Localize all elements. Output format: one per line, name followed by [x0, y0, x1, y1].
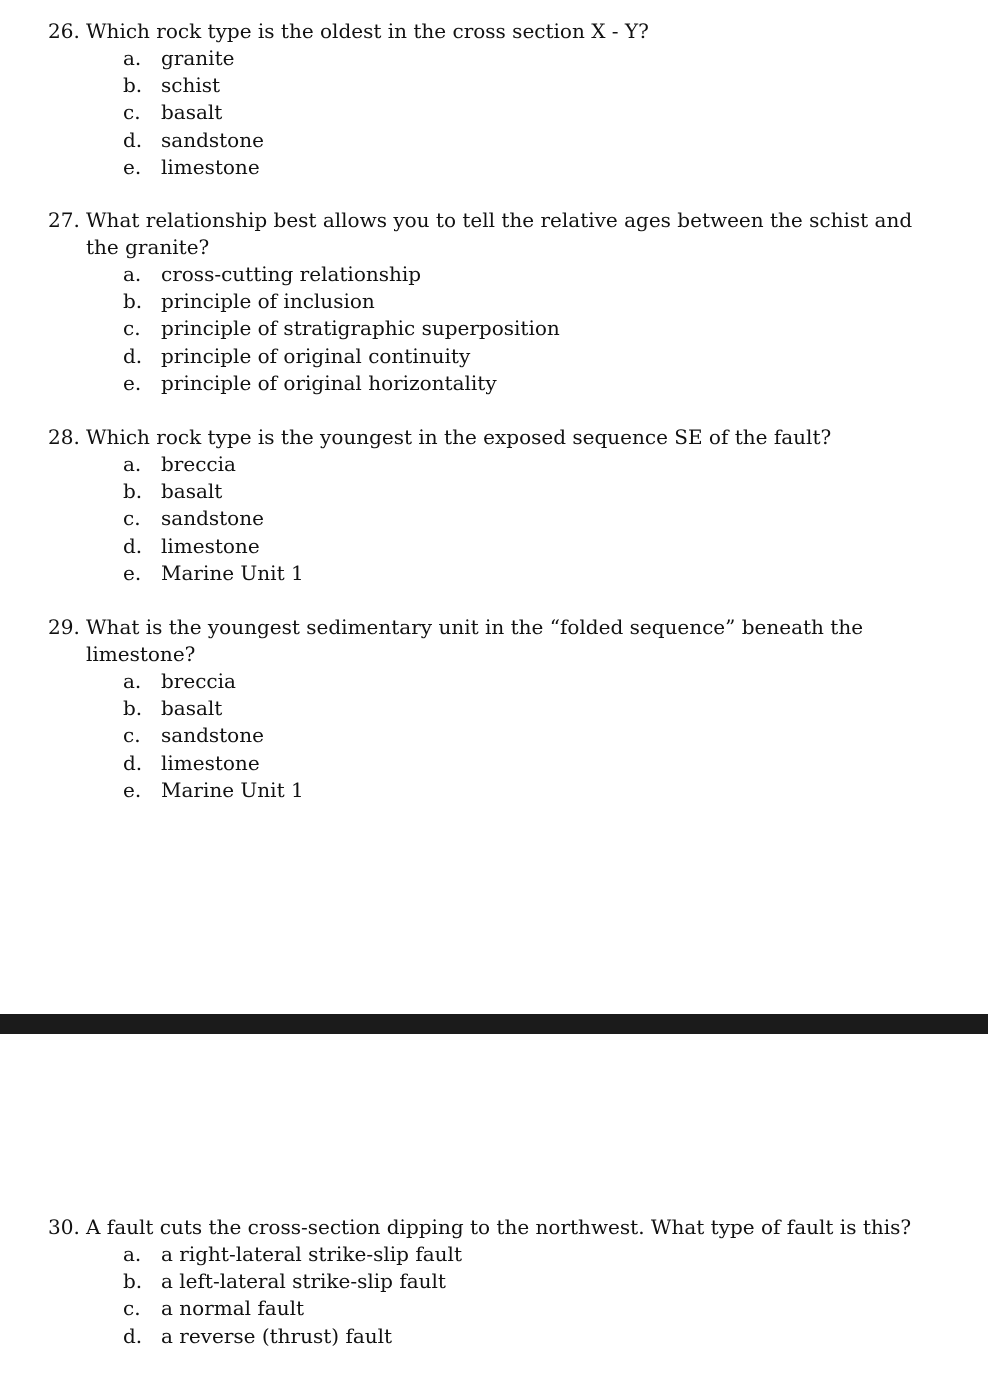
page-break-divider: [0, 1014, 988, 1034]
answer-options: [48, 45, 948, 181]
answer-option-c: [48, 722, 948, 749]
question-27: [48, 207, 948, 397]
answer-option-e: [48, 777, 948, 804]
option-text: principle of inclusion: [161, 289, 375, 314]
option-letter: d.: [123, 750, 143, 775]
option-letter: d.: [123, 127, 143, 152]
question-number: 30.: [48, 1215, 80, 1239]
option-letter: e.: [123, 777, 142, 802]
question-stem: [48, 424, 948, 451]
question-number: 26.: [48, 19, 80, 43]
option-letter: b.: [123, 289, 143, 314]
option-letter: d.: [123, 1323, 143, 1348]
answer-option-a: [48, 45, 948, 72]
option-letter: a.: [123, 46, 142, 70]
option-text: sandstone: [161, 506, 264, 531]
question-text: Which rock type is the oldest in the cross section X - Y?: [86, 19, 649, 43]
option-letter: e.: [123, 370, 142, 395]
option-text: breccia: [161, 669, 236, 693]
option-text: a normal fault: [161, 1296, 305, 1321]
option-letter: a.: [123, 262, 142, 286]
option-text: principle of stratigraphic superposition: [161, 316, 560, 341]
answer-option-d: [48, 1323, 948, 1350]
answer-options: [48, 668, 948, 804]
answer-option-e: [48, 154, 948, 181]
option-letter: e.: [123, 560, 142, 585]
option-text: granite: [161, 46, 235, 70]
answer-option-c: [48, 505, 948, 532]
answer-option-d: [48, 750, 948, 777]
option-text: schist: [161, 73, 221, 98]
question-stem: [48, 614, 948, 668]
option-text: limestone: [161, 533, 260, 558]
answer-option-a: [48, 1241, 948, 1268]
option-letter: a.: [123, 669, 142, 693]
option-text: Marine Unit 1: [161, 560, 304, 585]
answer-options: [48, 261, 948, 397]
option-letter: b.: [123, 1269, 143, 1294]
question-text: Which rock type is the youngest in the exposed sequence SE of the fault?: [86, 425, 832, 449]
answer-option-d: [48, 533, 948, 560]
answer-option-b: [48, 72, 948, 99]
question-text: What is the youngest sedimentary unit in the “folded sequence” beneath the limestone?: [86, 615, 864, 666]
answer-options: [48, 1241, 948, 1350]
answer-option-a: [48, 451, 948, 478]
question-26: [48, 18, 948, 181]
answer-option-c: [48, 1295, 948, 1322]
option-text: Marine Unit 1: [161, 777, 304, 802]
option-letter: b.: [123, 696, 143, 721]
option-letter: c.: [123, 723, 141, 748]
answer-option-b: [48, 1268, 948, 1295]
option-text: principle of original horizontality: [161, 370, 497, 395]
option-text: limestone: [161, 154, 260, 179]
answer-option-e: [48, 560, 948, 587]
question-stem: [48, 18, 948, 45]
question-stem: [48, 207, 948, 261]
answer-option-b: [48, 288, 948, 315]
option-text: basalt: [161, 479, 223, 504]
option-letter: d.: [123, 343, 143, 368]
option-letter: e.: [123, 154, 142, 179]
answer-option-d: [48, 343, 948, 370]
question-28: [48, 424, 948, 587]
option-letter: c.: [123, 316, 141, 341]
option-text: a right-lateral strike-slip fault: [161, 1242, 462, 1266]
option-letter: d.: [123, 533, 143, 558]
option-letter: a.: [123, 1242, 142, 1266]
option-text: a left-lateral strike-slip fault: [161, 1269, 446, 1294]
answer-option-d: [48, 127, 948, 154]
answer-option-c: [48, 315, 948, 342]
question-text: What relationship best allows you to tell the relative ages between the schist and the granite?: [86, 208, 913, 259]
option-letter: c.: [123, 100, 141, 125]
question-number: 28.: [48, 425, 80, 449]
option-text: basalt: [161, 100, 223, 125]
question-30: [48, 1214, 948, 1350]
answer-option-b: [48, 695, 948, 722]
option-letter: b.: [123, 479, 143, 504]
option-text: sandstone: [161, 723, 264, 748]
option-text: basalt: [161, 696, 223, 721]
question-stem: [48, 1214, 948, 1241]
answer-option-b: [48, 478, 948, 505]
option-text: sandstone: [161, 127, 264, 152]
question-29: [48, 614, 948, 804]
answer-option-a: [48, 261, 948, 288]
answer-option-c: [48, 99, 948, 126]
option-text: principle of original continuity: [161, 343, 471, 368]
answer-option-e: [48, 370, 948, 397]
option-letter: c.: [123, 506, 141, 531]
answer-option-a: [48, 668, 948, 695]
option-text: cross-cutting relationship: [161, 262, 422, 286]
option-letter: b.: [123, 73, 143, 98]
option-letter: a.: [123, 452, 142, 476]
question-number: 27.: [48, 208, 80, 232]
option-text: limestone: [161, 750, 260, 775]
question-text: A fault cuts the cross-section dipping to the northwest. What type of fault is this?: [86, 1215, 912, 1239]
question-number: 29.: [48, 615, 80, 639]
option-letter: c.: [123, 1296, 141, 1321]
option-text: a reverse (thrust) fault: [161, 1323, 393, 1348]
answer-options: [48, 451, 948, 587]
option-text: breccia: [161, 452, 236, 476]
